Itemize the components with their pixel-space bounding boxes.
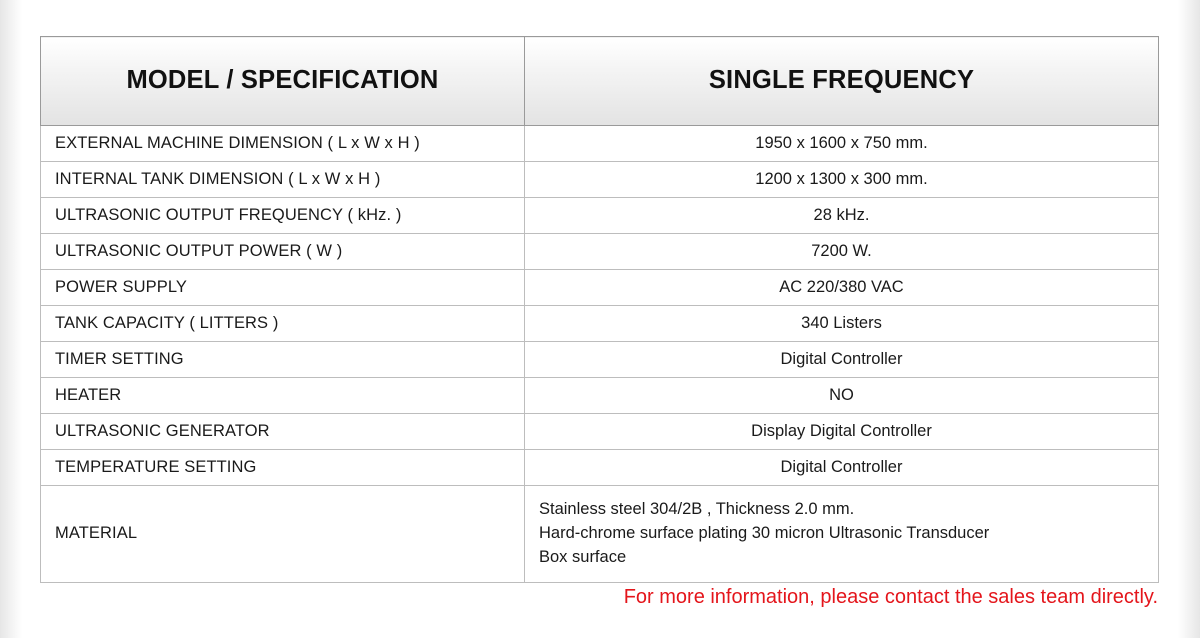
page-edge-right-shading [1178, 0, 1200, 638]
table-row [41, 342, 1159, 378]
row-value: Digital Controller [525, 450, 1159, 486]
row-label: HEATER [41, 378, 525, 414]
row-label: ULTRASONIC OUTPUT FREQUENCY ( kHz. ) [41, 198, 525, 234]
table-body [41, 126, 1159, 583]
row-value: 340 Listers [525, 306, 1159, 342]
material-lines [539, 498, 1144, 570]
table-row [41, 306, 1159, 342]
footer-contact-note: For more information, please contact the sales team directly. [623, 586, 1158, 608]
row-value: 1950 x 1600 x 750 mm. [525, 126, 1159, 162]
row-value: 7200 W. [525, 234, 1159, 270]
row-value: 1200 x 1300 x 300 mm. [525, 162, 1159, 198]
table-header-row [41, 37, 1159, 126]
row-label: ULTRASONIC OUTPUT POWER ( W ) [41, 234, 525, 270]
row-label: INTERNAL TANK DIMENSION ( L x W x H ) [41, 162, 525, 198]
row-value: AC 220/380 VAC [525, 270, 1159, 306]
table-row [41, 270, 1159, 306]
row-label: TEMPERATURE SETTING [41, 450, 525, 486]
row-value: 28 kHz. [525, 198, 1159, 234]
row-value: NO [525, 378, 1159, 414]
table-row [41, 126, 1159, 162]
table-header [41, 37, 1159, 126]
column-header-single-frequency: SINGLE FREQUENCY [525, 37, 1159, 126]
row-label-material: MATERIAL [41, 486, 525, 583]
table-row [41, 414, 1159, 450]
table-row [41, 234, 1159, 270]
table-row [41, 450, 1159, 486]
row-value: Digital Controller [525, 342, 1159, 378]
material-line: Stainless steel 304/2B , Thickness 2.0 mm. [539, 500, 855, 518]
table-row [41, 198, 1159, 234]
row-label: EXTERNAL MACHINE DIMENSION ( L x W x H ) [41, 126, 525, 162]
table-row [41, 162, 1159, 198]
row-label: TIMER SETTING [41, 342, 525, 378]
material-line: Hard-chrome surface plating 30 micron Ultrasonic Transducer [539, 523, 990, 542]
row-label: TANK CAPACITY ( LITTERS ) [41, 306, 525, 342]
material-line: Box surface [539, 547, 627, 566]
row-value: Display Digital Controller [525, 414, 1159, 450]
table-row-material [41, 486, 1159, 583]
specification-table [40, 36, 1159, 583]
column-header-model-specification: MODEL / SPECIFICATION [41, 37, 525, 126]
row-label: POWER SUPPLY [41, 270, 525, 306]
specification-table-container [40, 36, 1158, 583]
table-row [41, 378, 1159, 414]
page-edge-left-shading [0, 0, 22, 638]
row-label: ULTRASONIC GENERATOR [41, 414, 525, 450]
row-value-material [525, 486, 1159, 583]
